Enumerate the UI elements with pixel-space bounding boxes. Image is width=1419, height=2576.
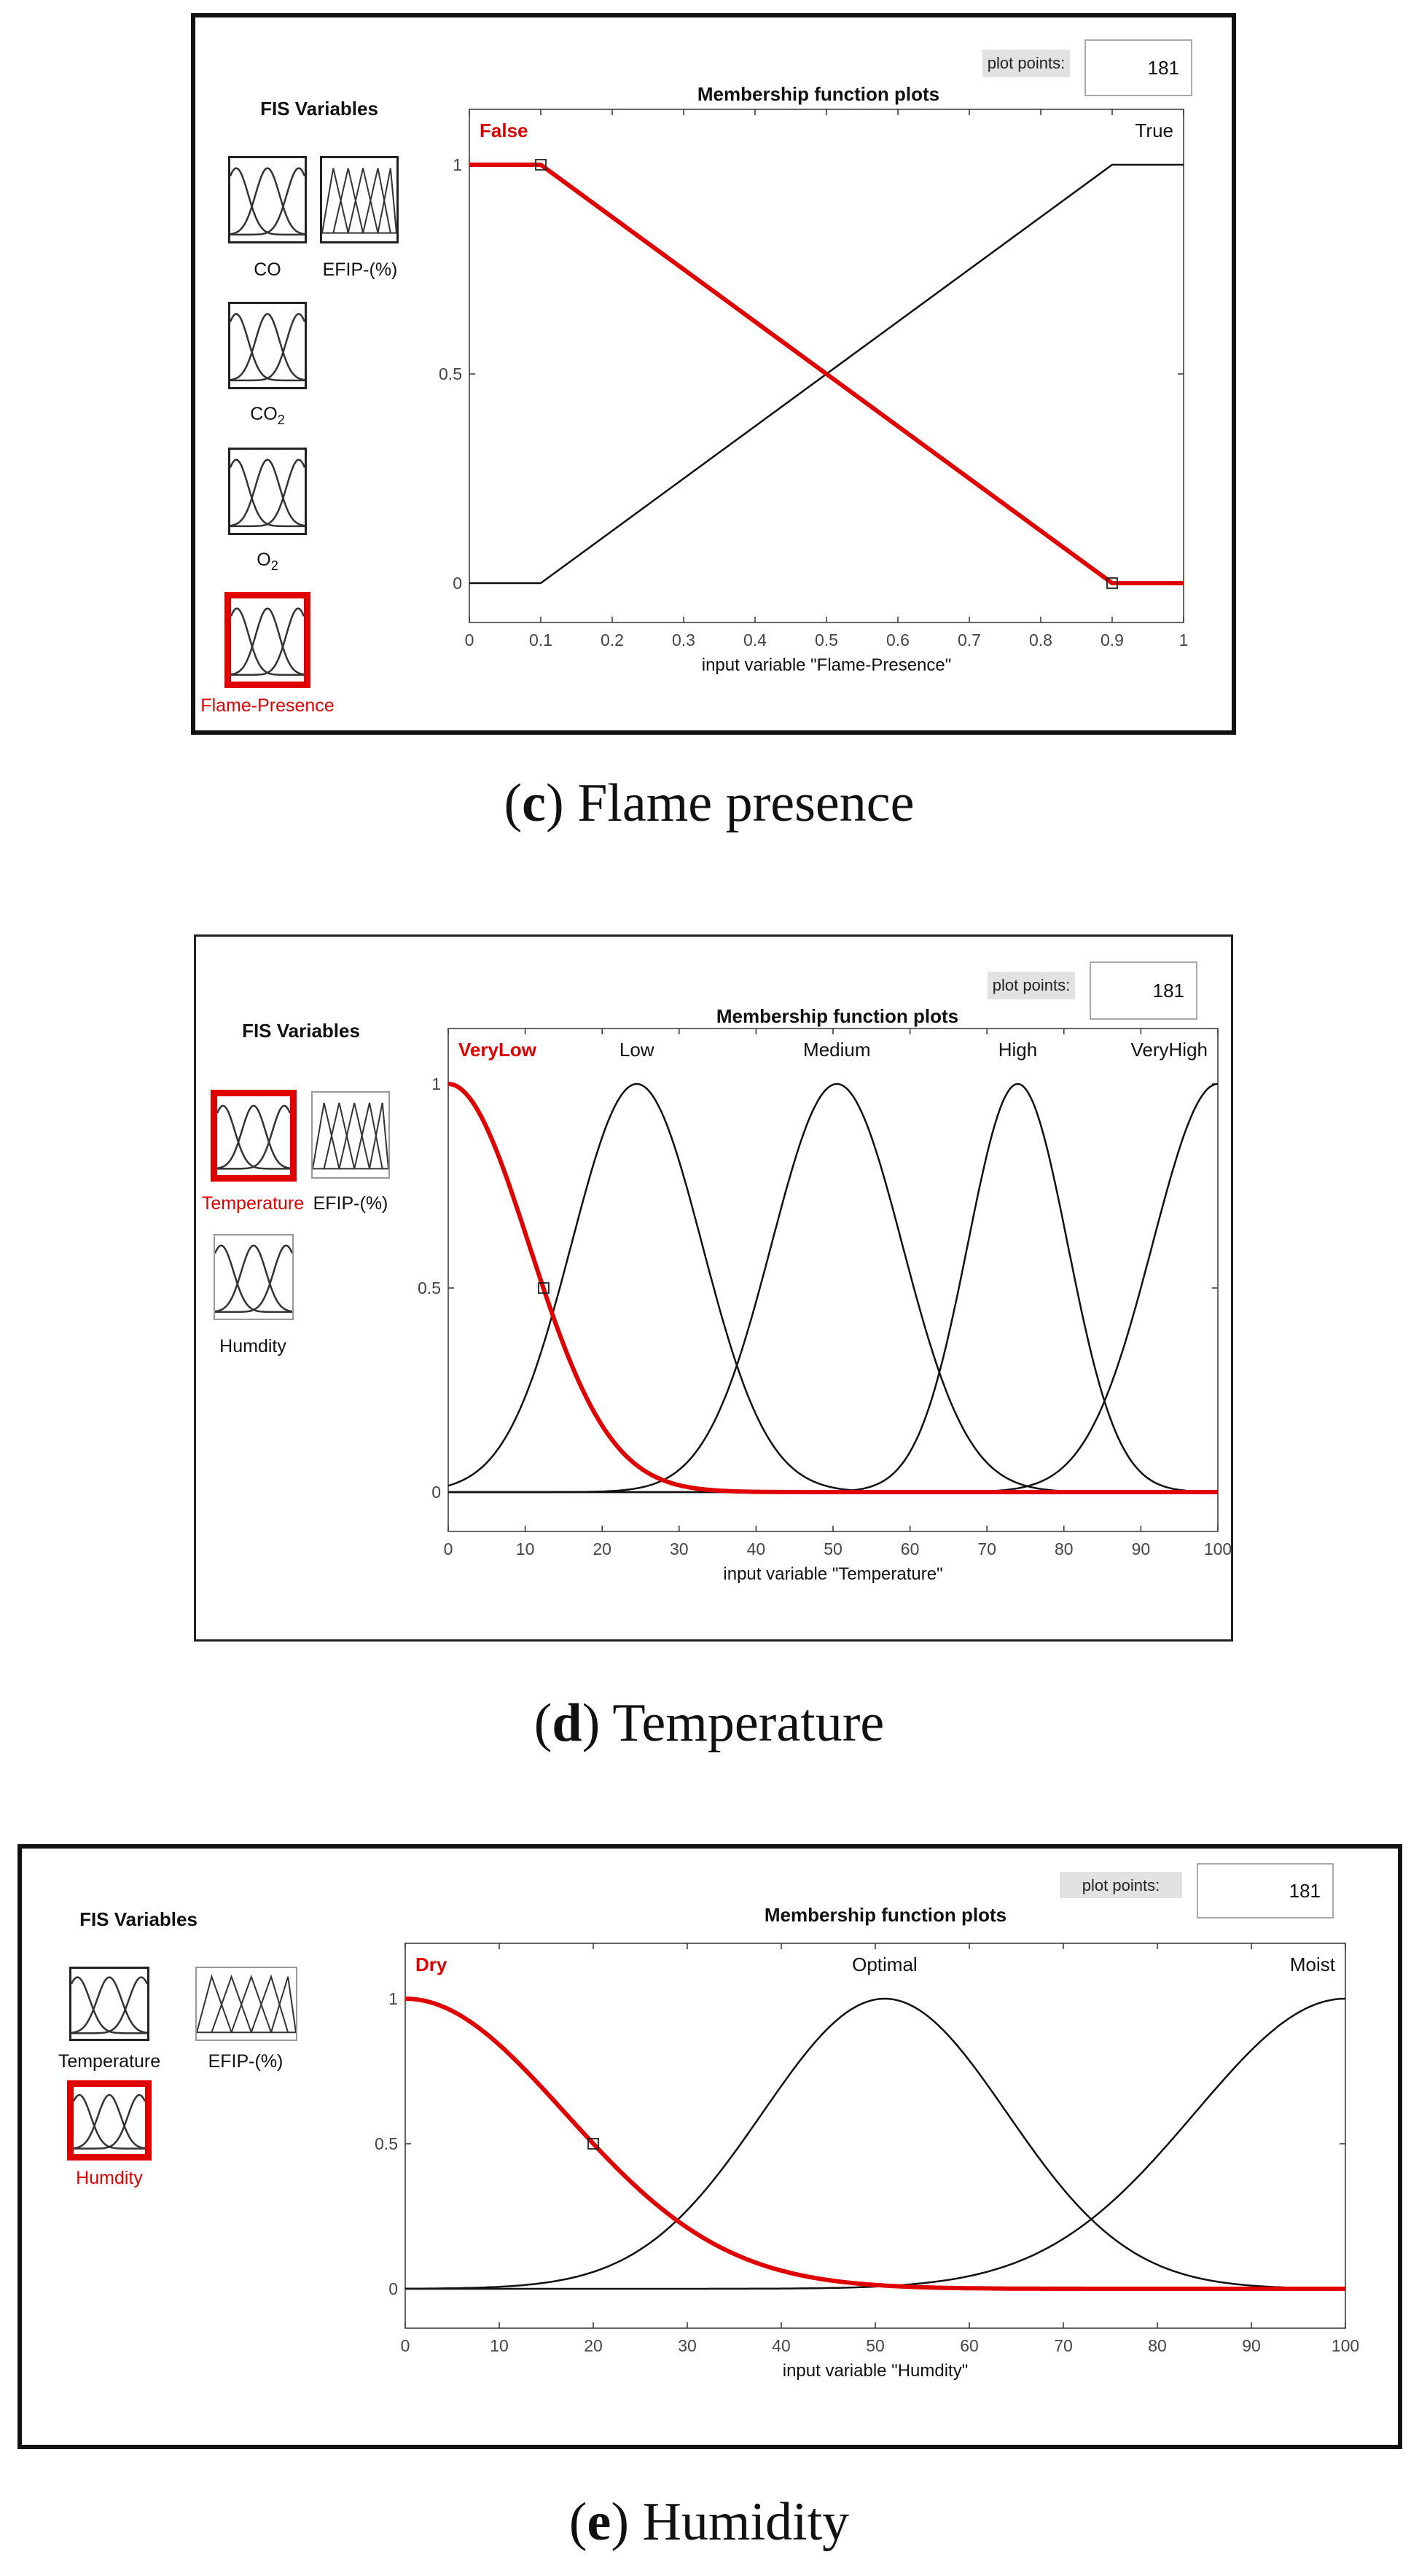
x-tick-label: 0.9 [1101,631,1124,649]
triangles-icon [313,1093,388,1177]
variable-label-o2: $O_2$ [257,550,278,573]
plot-axes-frame [448,1029,1218,1531]
variable-efip[interactable] [320,156,399,243]
x-tick-label: 0.2 [601,631,624,649]
variable-label-efip: EFIP-(%) [322,259,398,280]
mf-label-false[interactable]: False [480,120,528,141]
fis-variables-title: FIS Variables [242,1020,360,1042]
mf-label-high[interactable]: High [998,1039,1038,1061]
x-tick-label: 0.6 [886,631,910,649]
x-tick-label: 0.7 [958,631,981,649]
bell-curves-icon [71,1969,147,2039]
mf-label-low[interactable]: Low [619,1039,654,1061]
mf-label-true[interactable]: True [1135,120,1173,141]
membership-function-plot[interactable] [375,1929,1360,2429]
bell-curves-icon [230,304,305,387]
variable-temperature[interactable] [69,1967,149,2041]
fis-panel-d [194,934,1233,1642]
variable-flame-presence[interactable] [224,592,310,688]
variable-label-co: CO [254,259,281,280]
triangles-icon [197,1968,296,2040]
x-tick-label: 60 [960,2336,979,2355]
x-tick-label: 50 [824,1539,843,1558]
triangles-icon [322,158,396,241]
plot-axes-frame [469,109,1184,622]
x-tick-label: 30 [678,2336,697,2355]
x-tick-label: 0 [464,631,474,649]
fis-variables-title: FIS Variables [260,98,378,120]
membership-function-plot[interactable] [439,109,1189,703]
plot-title: Membership function plots [697,83,940,105]
x-tick-label: 80 [1055,1539,1074,1558]
caption-c: (c) Flame presence [504,773,915,833]
plot-points-input[interactable] [1084,39,1192,96]
y-tick-label: 0.5 [375,2134,398,2153]
y-tick-label: 0.5 [439,364,462,383]
variable-label-temperature: Temperature [58,2051,161,2072]
variable-label-efip: EFIP-(%) [208,2051,284,2072]
y-tick-label: 0.5 [418,1279,441,1297]
bell-curves-icon [231,598,304,682]
x-tick-label: 0.1 [529,631,552,649]
x-tick-label: 70 [1054,2336,1073,2355]
x-tick-label: 20 [584,2336,603,2355]
caption-d: (d) Temperature [533,1693,885,1753]
x-tick-label: 40 [746,1539,766,1558]
x-tick-label: 80 [1148,2336,1167,2355]
x-tick-label: 0.5 [815,631,838,649]
variable-label-efip: EFIP-(%) [313,1193,388,1214]
variable-humdity[interactable] [67,2080,152,2161]
variable-efip[interactable] [311,1091,390,1179]
bell-curves-icon [217,1096,290,1175]
plot-title: Membership function plots [764,1904,1007,1926]
plot-points-input[interactable] [1090,961,1197,1020]
x-axis-label: input variable "Flame-Presence" [701,655,952,675]
variable-label-humdity: Humdity [219,1336,286,1357]
bell-curves-icon [74,2087,145,2154]
variable-temperature[interactable] [211,1090,297,1182]
x-tick-label: 30 [670,1539,689,1558]
x-tick-label: 70 [977,1539,996,1558]
variable-label-flame-presence: Flame-Presence [200,695,335,716]
plot-points-input[interactable] [1197,1863,1334,1919]
x-tick-label: 0 [400,2336,410,2355]
variable-o2[interactable] [228,448,307,535]
plot-title: Membership function plots [716,1005,959,1027]
x-tick-label: 20 [593,1539,611,1558]
bell-curves-icon [215,1236,292,1319]
x-tick-label: 10 [490,2336,509,2355]
variable-humdity[interactable] [214,1234,294,1320]
mf-label-veryhigh[interactable]: VeryHigh [1130,1039,1208,1061]
y-tick-label: 0 [453,574,462,593]
x-tick-label: 0.8 [1029,631,1052,649]
fis-panel-e [17,1844,1402,2449]
variable-label-co2: $CO_2$ [250,404,285,427]
x-axis-label: input variable "Temperature" [723,1564,943,1584]
plot-points-label: plot points: [1060,1872,1182,1898]
variable-co[interactable] [228,156,307,243]
y-tick-label: 0 [431,1483,441,1502]
mf-label-optimal[interactable]: Optimal [852,1954,918,1975]
variable-label-humdity: Humdity [76,2168,143,2188]
x-tick-label: 90 [1131,1539,1151,1558]
x-axis-label: input variable "Humdity" [782,2361,969,2381]
x-tick-label: 0.3 [672,631,695,649]
variable-label-temperature: Temperature [201,1193,305,1214]
y-tick-label: 1 [388,1989,398,2008]
bell-curves-icon [230,450,305,533]
fis-panel-c [191,13,1236,735]
y-tick-label: 1 [453,155,462,174]
mf-label-dry[interactable]: Dry [415,1954,447,1975]
variable-co2[interactable] [228,302,307,389]
y-tick-label: 0 [388,2279,398,2298]
plot-points-label: plot points: [988,972,1075,999]
y-tick-label: 1 [431,1074,441,1093]
variable-efip[interactable] [195,1967,297,2041]
caption-e: (e) Humidity [568,2492,850,2552]
x-tick-label: 40 [772,2336,791,2355]
x-tick-label: 90 [1242,2336,1261,2355]
x-tick-label: 60 [900,1539,920,1558]
x-tick-label: 1 [1178,631,1189,649]
fis-variables-title: FIS Variables [79,1908,198,1930]
plot-axes-frame [405,1943,1345,2328]
x-tick-label: 100 [1203,1539,1232,1558]
x-tick-label: 0 [443,1539,453,1558]
mf-label-medium[interactable]: Medium [803,1039,871,1061]
plot-points-label: plot points: [982,50,1070,77]
x-tick-label: 50 [866,2336,885,2355]
mf-label-moist[interactable]: Moist [1289,1954,1335,1975]
x-tick-label: 0.4 [743,631,767,649]
membership-function-plot[interactable] [418,1029,1232,1612]
mf-label-verylow[interactable]: VeryLow [458,1039,536,1061]
bell-curves-icon [230,158,305,241]
x-tick-label: 10 [515,1539,535,1558]
x-tick-label: 100 [1331,2336,1360,2355]
